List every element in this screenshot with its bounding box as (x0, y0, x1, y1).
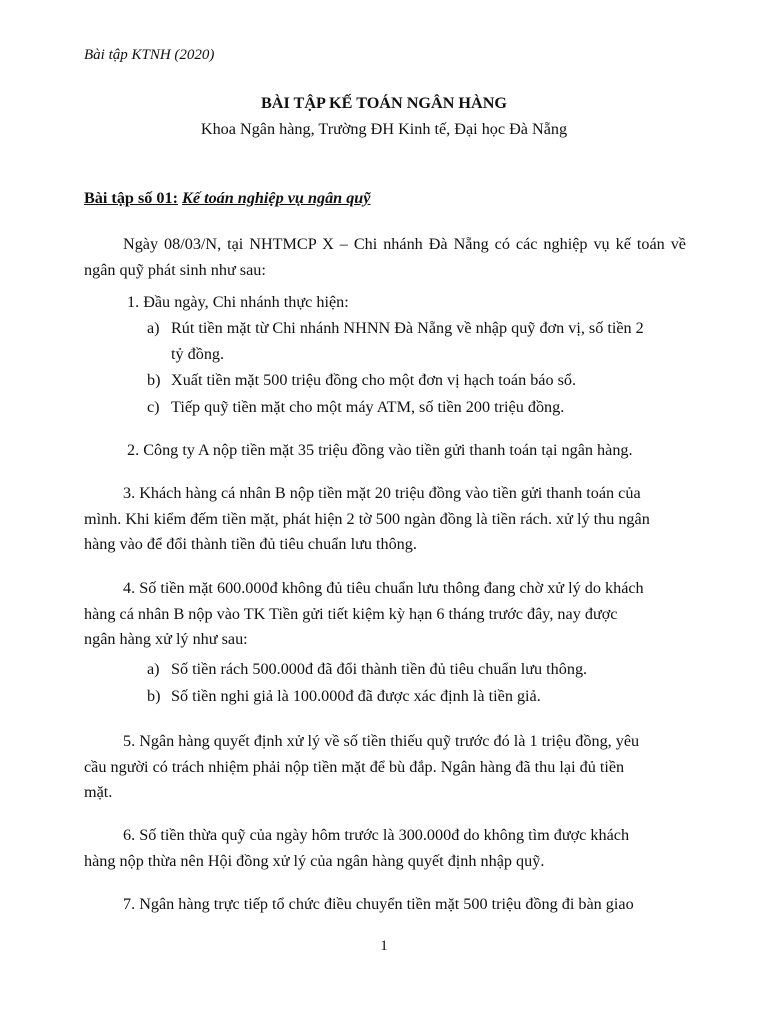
intro-paragraph: Ngày 08/03/N, tại NHTMCP X – Chi nhánh Đà Nẵng có các nghiệp vụ kế toán về ngân quỹ phát sinh như sau: (84, 235, 686, 279)
sub-text: Xuất tiền mặt 500 triệu đồng cho một đơn vị hạch toán báo sổ. (171, 371, 577, 389)
item-6-line-1: 6. Số tiền thừa quỹ của ngày hôm trước là 300.000đ do không tìm được khách (123, 826, 630, 844)
sub-marker: c) (147, 398, 160, 416)
item-1: 1. Đầu ngày, Chi nhánh thực hiện: (127, 293, 349, 311)
item-3-line-2: mình. Khi kiểm đếm tiền mặt, phát hiện 2 tờ 500 ngàn đồng là tiền rách. xử lý thu ngân (84, 509, 650, 528)
item-5-line-3: mặt. (84, 783, 113, 801)
item-4-line-2: hàng cá nhân B nộp vào TK Tiền gửi tiết kiệm kỳ hạn 6 tháng trước đây, nay được (84, 604, 618, 623)
sub-marker: b) (147, 687, 161, 705)
item-4-sub-a (147, 657, 689, 683)
sub-text: Rút tiền mặt từ Chi nhánh NHNN Đà Nẵng về nhập quỹ đơn vị, số tiền 2 (171, 319, 644, 337)
item-4 (84, 576, 686, 653)
sub-text-continued: tỷ đồng. (171, 344, 225, 363)
exercise-title: Kế toán nghiệp vụ ngân quỹ (182, 189, 371, 207)
sub-text: Số tiền nghi giả là 100.000đ đã được xác định là tiền giả. (171, 687, 541, 705)
header-note: Bài tập KTNH (2020) (84, 47, 215, 63)
item-2: 2. Công ty A nộp tiền mặt 35 triệu đồng vào tiền gửi thanh toán tại ngân hàng. (127, 441, 633, 459)
sub-marker: a) (147, 319, 160, 337)
item-1-sub-c (147, 395, 689, 421)
item-3-line-3: hàng vào để đổi thành tiền đủ tiêu chuẩn lưu thông. (84, 535, 417, 553)
item-6 (84, 823, 686, 874)
sub-marker: b) (147, 371, 161, 389)
sub-marker: a) (147, 660, 160, 678)
item-4-line-3: ngân hàng xử lý như sau: (84, 630, 248, 648)
sub-text: Số tiền rách 500.000đ đã đổi thành tiền đủ tiêu chuẩn lưu thông. (171, 660, 588, 678)
item-7 (84, 892, 686, 918)
item-4-line-1: 4. Số tiền mặt 600.000đ không đủ tiêu chuẩn lưu thông đang chờ xử lý do khách (123, 579, 644, 597)
document-subtitle: Khoa Ngân hàng, Trường ĐH Kinh tế, Đại học Đà Nẵng (200, 120, 568, 138)
item-5 (84, 729, 686, 806)
item-5-line-2: cầu người có trách nhiệm phải nộp tiền mặt để bù đắp. Ngân hàng đã thu lại đủ tiền (84, 757, 625, 776)
document-title: BÀI TẬP KẾ TOÁN NGÂN HÀNG (260, 94, 507, 112)
item-1-sub-b (147, 368, 689, 394)
sub-text: Tiếp quỹ tiền mặt cho một máy ATM, số tiền 200 triệu đồng. (171, 398, 565, 416)
item-4-sub-b (147, 684, 689, 710)
item-5-line-1: 5. Ngân hàng quyết định xử lý về số tiền thiếu quỹ trước đó là 1 triệu đồng, yêu (123, 732, 640, 750)
item-7-line-1: 7. Ngân hàng trực tiếp tổ chức điều chuyển tiền mặt 500 triệu đồng đi bàn giao (123, 895, 634, 913)
item-6-line-2: hàng nộp thừa nên Hội đồng xử lý của ngân hàng quyết định nhập quỹ. (84, 851, 545, 870)
item-3-line-1: 3. Khách hàng cá nhân B nộp tiền mặt 20 triệu đồng vào tiền gửi thanh toán của (123, 484, 641, 502)
item-1-sub-a (147, 316, 689, 367)
exercise-heading (84, 189, 371, 208)
page-number: 1 (380, 938, 388, 954)
item-3 (84, 481, 686, 558)
exercise-label: Bài tập số 01: (84, 189, 178, 207)
